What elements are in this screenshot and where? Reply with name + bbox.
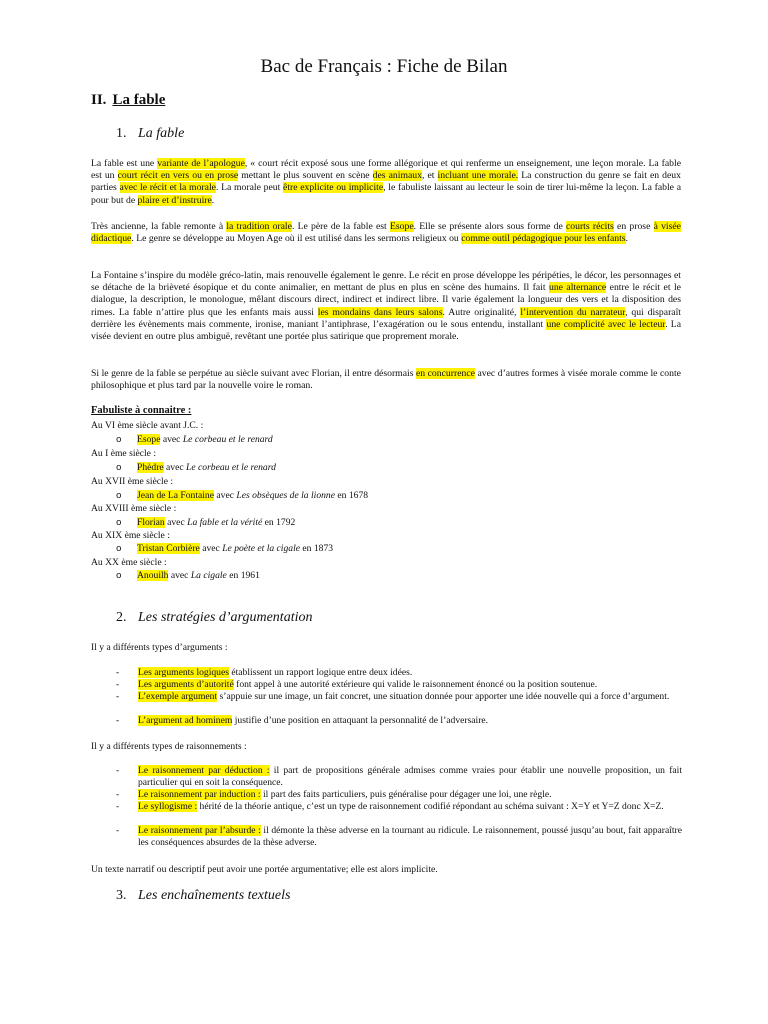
subsection-label: Les enchaînements textuels <box>138 888 291 903</box>
fabuliste-item: o Esope avec Le corbeau et le renard <box>116 434 273 445</box>
section-number: II. <box>91 92 107 108</box>
subsection-label: La fable <box>138 126 185 141</box>
subsection-heading-1 <box>116 126 184 142</box>
section-heading <box>91 92 165 109</box>
bullet-circle-icon: o <box>116 491 122 501</box>
fabuliste-item: o Phèdre avec Le corbeau et le renard <box>116 462 276 473</box>
subsection-number: 1. <box>116 126 127 141</box>
subsection-number: 3. <box>116 888 127 903</box>
section-label: La fable <box>112 92 166 108</box>
fabuliste-item: o Anouilh avec La cigale en 1961 <box>116 570 260 581</box>
bullet-circle-icon: o <box>116 463 122 473</box>
fabuliste-item: o Florian avec La fable et la vérité en 1792 <box>116 517 296 528</box>
era-label: Au XVII ème siècle : <box>91 476 174 487</box>
argument-item: - L’argument ad hominem justifie d’une position en attaquant la personnalité de l’adversaire. <box>116 715 489 726</box>
argument-item: - Les arguments logiques établissent un rapport logique entre deux idées. <box>116 667 413 678</box>
arguments-intro: Il y a différents types d’arguments : <box>91 642 228 653</box>
era-label: Au XIX ème siècle : <box>91 530 170 541</box>
paragraph-1: La fable est une variante de l’apologue, « court récit exposé sous une forme allégorique et qui renferme un enseignement, une leçon morale. La fable est un court récit en vers ou en prose mettant le plus souvent en scène des animaux, et incluant une morale. La construction du genre se fait en deux parties avec le récit et la morale. La morale peut être explicite ou implicite, le fabuliste laissant au lecteur le soin de tirer lui-même la leçon. La fable a pour but de plaire et d’instruire. <box>91 158 681 206</box>
fabuliste-item: o Tristan Corbière avec Le poète et la cigale en 1873 <box>116 543 334 554</box>
raisonnement-item: - Le syllogisme : hérité de la théorie antique, c’est un type de raisonnement codifié répondant au schéma suivant : X=Y et Y=Z donc X=Z. <box>116 801 664 812</box>
conclusion-text: Un texte narratif ou descriptif peut avoir une portée argumentative; elle est alors implicite. <box>91 864 438 875</box>
raisonnement-item: - Le raisonnement par l’absurde : il démonte la thèse adverse en la tournant au ridicule. Le raisonnement, poussé jusqu’au bout, fait apparaître les conséquences absurdes de la thèse adverse. <box>116 825 682 848</box>
raisonnement-item: - Le raisonnement par induction : il part des faits particuliers, puis généralise pour dégager une loi, une règle. <box>116 789 552 800</box>
era-label: Au I ème siècle : <box>91 448 156 459</box>
paragraph-2: Très ancienne, la fable remonte à la tradition orale. Le père de la fable est Esope. Elle se présente alors sous forme de courts récits en prose à visée didactique. Le genre se développe au Moyen Age où il est utilisé dans les sermons religieux ou comme outil pédagogique pour les enfants. <box>91 221 681 245</box>
era-label: Au XVIII ème siècle : <box>91 503 177 514</box>
bullet-circle-icon: o <box>116 571 122 581</box>
subsection-label: Les stratégies d’argumentation <box>138 610 313 625</box>
bullet-circle-icon: o <box>116 435 122 445</box>
fabuliste-item: o Jean de La Fontaine avec Les obsèques de la lionne en 1678 <box>116 490 369 501</box>
bullet-circle-icon: o <box>116 518 122 528</box>
subsection-heading-2 <box>116 610 312 626</box>
era-label: Au VI ème siècle avant J.C. : <box>91 420 204 431</box>
subsection-heading-3 <box>116 888 290 904</box>
paragraph-4: Si le genre de la fable se perpétue au siècle suivant avec Florian, il entre désormais en concurrence avec d’autres formes à visée morale comme le conte philosophique et plus tard par la nouvelle voire le roman. <box>91 368 681 392</box>
raisonnement-item: - Le raisonnement par déduction : il part de propositions générale admises comme vraies pour établir une nouvelle proposition, un fait particulier qui en soit la conséquence. <box>116 765 682 788</box>
subsection-number: 2. <box>116 610 127 625</box>
era-label: Au XX ème siècle : <box>91 557 167 568</box>
bullet-circle-icon: o <box>116 544 122 554</box>
fabulistes-heading: Fabuliste à connaitre : <box>91 405 192 416</box>
page-title: Bac de Français : Fiche de Bilan <box>260 56 508 77</box>
argument-item: - Les arguments d’autorité font appel à une autorité extérieure qui valide le raisonnement énoncé ou la position soutenue. <box>116 679 598 690</box>
argument-item: - L’exemple argument s’appuie sur une image, un fait concret, une situation donnée pour apporter une idée nouvelle qui a force d’argument. <box>116 691 670 702</box>
paragraph-3: La Fontaine s’inspire du modèle gréco-latin, mais renouvelle également le genre. Le récit en prose développe les péripéties, le décor, les personnages et se détache de la brièveté ésopique et du conte animalier, en mettant de plus en plus en scène des humains. Il fait une alternance entre le récit et le dialogue, la description, le monologue, mêlant discours direct, indirect et indirect libre. Il varie également la longueur des vers et la disposition des rimes. La fable n’attire plus que les enfants mais aussi les mondains dans leurs salons. Autre originalité, l’intervention du narrateur, qui disparaît derrière les évènements mais commente, ironise, maniant l’antiphrase, l’exagération ou le sous entendu, installant une complicité avec le lecteur. La visée devient en outre plus ambiguë, revêtant une portée plus satirique que proprement morale. <box>91 270 682 343</box>
raisonnements-intro: Il y a différents types de raisonnements : <box>91 741 247 752</box>
